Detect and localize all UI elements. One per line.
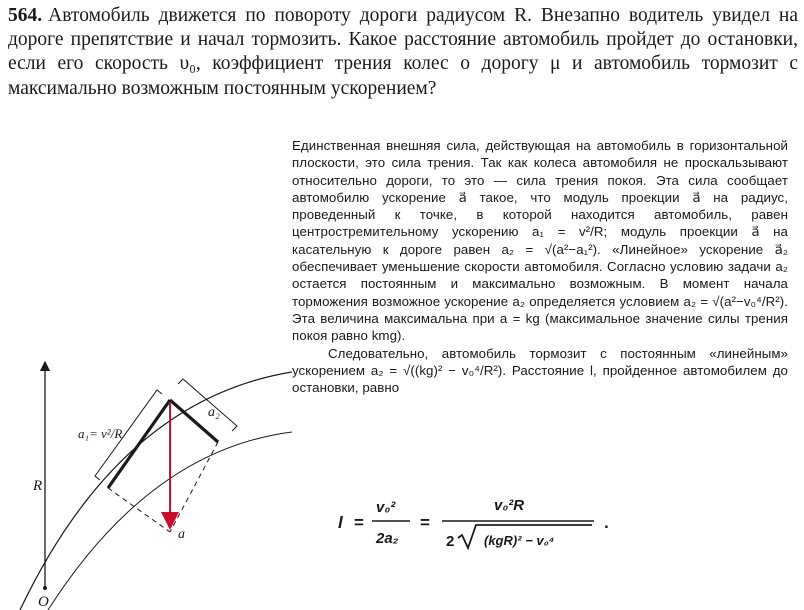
problem-statement [8,4,798,101]
label-a2: a₂ [208,405,220,420]
turning-car-diagram [0,340,292,610]
solution-text [292,137,788,396]
formula-frac1-numerator: v₀² [376,499,396,516]
center-point [43,586,47,590]
label-R: R [33,478,43,494]
formula-frac2-den-radicand: (kgR)² − v₀⁴ [484,533,555,548]
formula-lhs: l [338,513,343,532]
formula-end-period: . [604,513,609,532]
formula-frac2-den-coef: 2 [446,533,455,550]
road-arc-outer [20,372,292,610]
formula-equals-1: = [354,513,364,532]
formula-equals-2: = [420,513,430,532]
problem-text: Автомобиль движется по повороту дороги радиусом R. Внезапно водитель увидел на дороге препятствие и начал тормозить. Какое расстояние автомобиль пройдет до остановки, если его скорость υ₀, коэффициент трения колес о дорогу μ и автомобиль тормозит с максимально возможным постоянным ускорением? [8,5,798,99]
label-a: a⃗ [178,527,196,542]
label-O: O [38,594,49,610]
formula-frac1-denominator: 2a₂ [376,530,399,547]
dashed-projection-1 [108,488,170,532]
distance-formula [338,488,638,558]
label-a1: a₁= v²/R [78,426,123,441]
solution-paragraph-1: Единственная внешняя сила, действующая на автомобиль в горизонтальной плоскости, это сила трения. Так как колеса автомобиля не проскальзывают относительно дороги, то это — сила трения покоя. Эта сила сообщает автомобилю ускорение a⃗ такое, что модуль проекции a⃗ на радиус, проведенный к точке, в которой находится автомобиль, равен центростремительному ускорению a₁ = v²/R; модуль проекции a⃗ на касательную к дороге равен a₂ = √(a²−a₁²). «Линейное» ускорение a⃗₂ обеспечивает уменьшение скорости автомобиля. Согласно условию задачи a₂ остается постоянным и максимально возможным. В момент начала торможения возможное ускорение a₂ определяется условием a₂ = √(a²−v₀⁴/R²). Эта величина максимальна при a = kg (максимальное значение силы трения покоя равно kmg). [292,138,788,344]
formula-frac2-numerator: v₀²R [494,497,525,514]
a1-component [108,400,170,488]
solution-paragraph-2: Следовательно, автомобиль тормозит с постоянным «линейным» ускорением a₂ = √((kg)² − v₀⁴/R²). Расстояние l, пройденное автомобилем до остановки, равно [292,345,788,396]
problem-number: 564. [8,5,43,26]
